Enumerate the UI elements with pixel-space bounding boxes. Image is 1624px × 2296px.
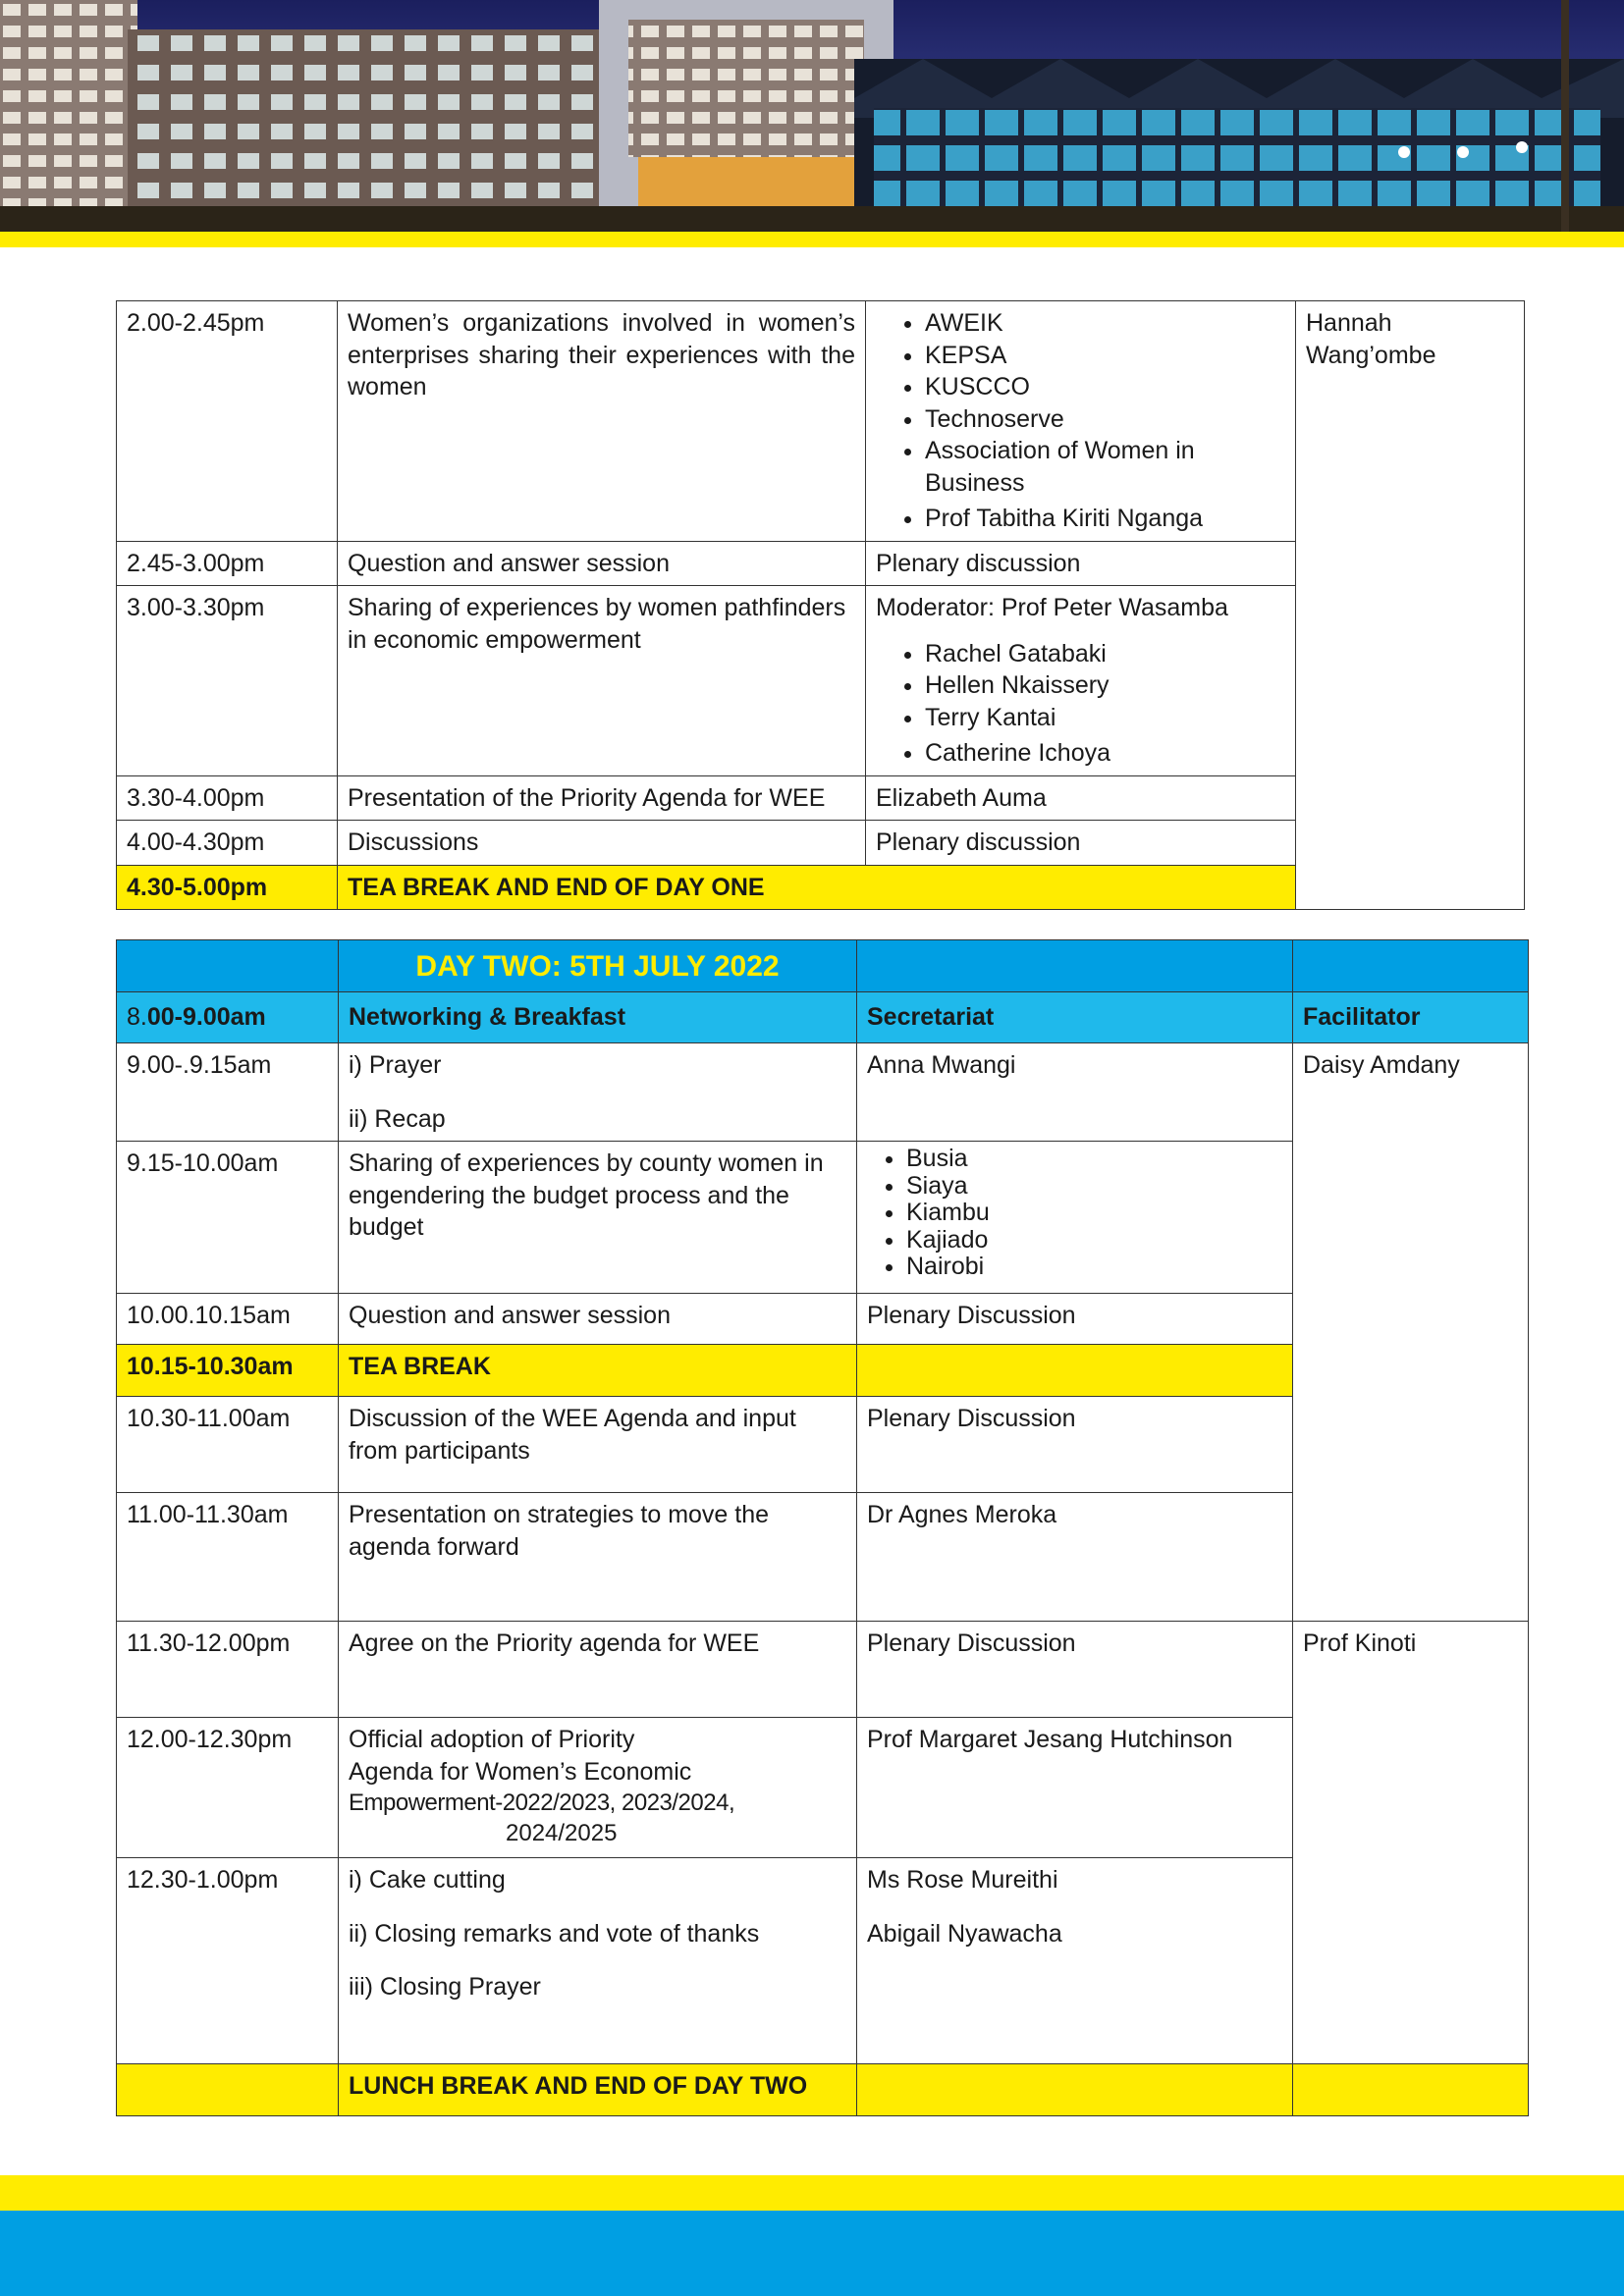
activity-cell: Sharing of experiences by women pathfinders in economic empowerment xyxy=(338,586,866,776)
header-banner xyxy=(0,0,1624,232)
activity-line: iii) Closing Prayer xyxy=(349,1973,541,2001)
activity-cell: Question and answer session xyxy=(339,1294,857,1345)
campus-buildings-illustration xyxy=(0,0,1624,232)
day-title: DAY TWO: 5TH JULY 2022 xyxy=(339,940,857,992)
list-item: • Prof Tabitha Kiriti Nganga xyxy=(925,503,1285,535)
list-item: • Hellen Nkaissery xyxy=(925,669,1285,702)
activity-cell: Discussion of the WEE Agenda and input from participants xyxy=(339,1397,857,1493)
presenter-line: Abigail Nyawacha xyxy=(867,1919,1062,1948)
presenter-cell: Dr Agnes Meroka xyxy=(857,1493,1293,1622)
banner-stripe xyxy=(0,232,1624,247)
list-item: • Association of Women in Business xyxy=(925,435,1285,499)
time-cell: 2.45-3.00pm xyxy=(117,541,338,586)
presenter-cell: Prof Margaret Jesang Hutchinson xyxy=(857,1718,1293,1858)
list-item: • AWEIK xyxy=(925,307,1285,340)
table-row xyxy=(117,1622,1529,1718)
list-item: • Nairobi xyxy=(906,1254,1282,1281)
presenter-cell: Elizabeth Auma xyxy=(866,775,1296,821)
list-item: • Kiambu xyxy=(906,1200,1282,1227)
activity-cell: Agree on the Priority agenda for WEE xyxy=(339,1622,857,1718)
header-activity: Networking & Breakfast xyxy=(339,992,857,1043)
activity-cell xyxy=(339,1718,857,1858)
time-prefix: 8. xyxy=(127,1003,147,1032)
header-secretariat: Secretariat xyxy=(857,992,1293,1043)
facilitator-cell: Hannah Wang’ombe xyxy=(1296,301,1525,910)
footer-stripe-yellow xyxy=(0,2175,1624,2211)
activity-cell: Women’s organizations involved in women’s enterprises sharing their experiences with the women xyxy=(338,301,866,542)
presenter-cell: Plenary Discussion xyxy=(857,1294,1293,1345)
time-cell: 10.15-10.30am xyxy=(117,1345,339,1397)
list-item: • Siaya xyxy=(906,1173,1282,1201)
list-item: • KEPSA xyxy=(925,340,1285,372)
time-cell: 4.00-4.30pm xyxy=(117,821,338,866)
table-row xyxy=(117,301,1525,542)
time-cell: 2.00-2.45pm xyxy=(117,301,338,542)
footer-band-blue xyxy=(0,2211,1624,2296)
time-cell: 11.00-11.30am xyxy=(117,1493,339,1622)
day-two-schedule-table xyxy=(116,939,1529,2116)
day-one-schedule-table xyxy=(116,300,1525,910)
header-facilitator: Facilitator xyxy=(1293,992,1529,1043)
activity-cell: Presentation of the Priority Agenda for WEE xyxy=(338,775,866,821)
county-list xyxy=(867,1146,1282,1281)
list-item: • Busia xyxy=(906,1146,1282,1173)
table-header-row xyxy=(117,992,1529,1043)
header-time xyxy=(117,992,339,1043)
list-item: • Catherine Ichoya xyxy=(925,737,1285,770)
time-cell: 9.00-.9.15am xyxy=(117,1043,339,1142)
day-title-row xyxy=(117,940,1529,992)
activity-line: Empowerment-2022/2023, 2023/2024, xyxy=(349,1789,735,1816)
table-row xyxy=(117,2064,1529,2116)
presenter-cell: Plenary Discussion xyxy=(857,1622,1293,1718)
activity-cell: Question and answer session xyxy=(338,541,866,586)
time-cell: 4.30-5.00pm xyxy=(117,865,338,910)
time-cell: 11.30-12.00pm xyxy=(117,1622,339,1718)
presenter-cell xyxy=(857,1142,1293,1294)
activity-line: ii) Closing remarks and vote of thanks xyxy=(349,1919,760,1948)
moderator-label: Moderator: Prof Peter Wasamba xyxy=(876,594,1228,621)
presenter-list xyxy=(876,638,1285,770)
activity-cell: TEA BREAK AND END OF DAY ONE xyxy=(338,865,1296,910)
presenter-cell xyxy=(857,1858,1293,2064)
activity-line: ii) Recap xyxy=(349,1104,446,1133)
presenter-cell xyxy=(866,586,1296,776)
time-cell: 3.30-4.00pm xyxy=(117,775,338,821)
time-cell: 12.00-12.30pm xyxy=(117,1718,339,1858)
presenter-cell xyxy=(866,301,1296,542)
presenter-cell: Anna Mwangi xyxy=(857,1043,1293,1142)
list-item: • Technoserve xyxy=(925,403,1285,436)
list-item: • Rachel Gatabaki xyxy=(925,638,1285,670)
activity-cell: LUNCH BREAK AND END OF DAY TWO xyxy=(339,2064,857,2116)
activity-cell: TEA BREAK xyxy=(339,1345,857,1397)
time-cell: 3.00-3.30pm xyxy=(117,586,338,776)
list-item: • Kajiado xyxy=(906,1227,1282,1255)
presenter-list xyxy=(876,307,1285,535)
presenter-cell: Plenary Discussion xyxy=(857,1397,1293,1493)
activity-line: Agenda for Women’s Economic xyxy=(349,1757,692,1786)
time-cell: 12.30-1.00pm xyxy=(117,1858,339,2064)
activity-line: i) Cake cutting xyxy=(349,1866,506,1894)
time-cell: 9.15-10.00am xyxy=(117,1142,339,1294)
facilitator-cell: Daisy Amdany xyxy=(1293,1043,1529,1622)
activity-cell: Discussions xyxy=(338,821,866,866)
time-bold: 00-9.00am xyxy=(146,1003,266,1032)
list-item: • Terry Kantai xyxy=(925,702,1285,734)
presenter-cell: Plenary discussion xyxy=(866,821,1296,866)
activity-cell xyxy=(339,1043,857,1142)
activity-line: 2024/2025 xyxy=(506,1820,618,1847)
time-cell: 10.00.10.15am xyxy=(117,1294,339,1345)
presenter-line: Ms Rose Mureithi xyxy=(867,1866,1058,1894)
table-row xyxy=(117,1043,1529,1142)
facilitator-cell: Prof Kinoti xyxy=(1293,1622,1529,2064)
presenter-cell: Plenary discussion xyxy=(866,541,1296,586)
activity-line: Official adoption of Priority xyxy=(349,1726,635,1753)
activity-cell: Presentation on strategies to move the agenda forward xyxy=(339,1493,857,1622)
list-item: • KUSCCO xyxy=(925,371,1285,403)
time-cell: 10.30-11.00am xyxy=(117,1397,339,1493)
activity-line: i) Prayer xyxy=(349,1051,442,1079)
activity-cell xyxy=(339,1858,857,2064)
activity-cell: Sharing of experiences by county women in engendering the budget process and the budget xyxy=(339,1142,857,1294)
